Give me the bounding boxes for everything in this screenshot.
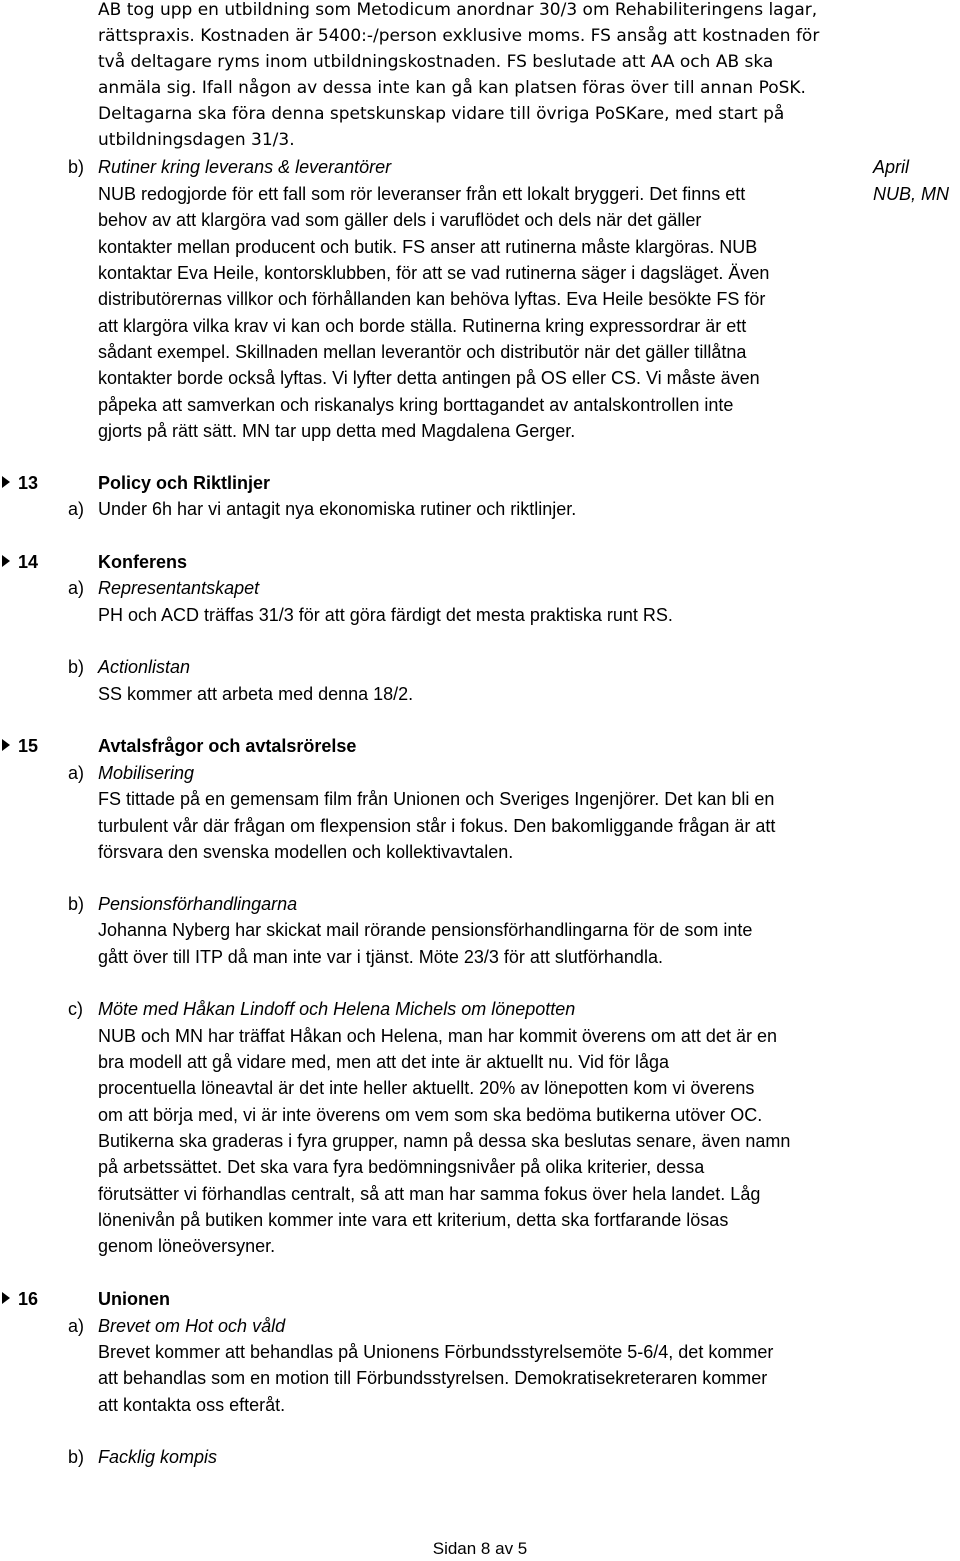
text-line: SS kommer att arbeta med denna 18/2. bbox=[98, 684, 414, 704]
text-line: bra modell att gå vidare med, men att det inte är aktuellt nu. Vid för låga bbox=[98, 1052, 669, 1072]
item-heading: Facklig kompis bbox=[98, 1447, 218, 1467]
section-number: 16 bbox=[2, 1287, 38, 1311]
text-line: PH och ACD träffas 31/3 för att göra färdigt det mesta praktiska runt RS. bbox=[98, 605, 673, 625]
text-line: att klargöra vilka krav vi kan och borde ställa. Rutinerna kring expressordrar är ett bbox=[98, 316, 747, 336]
item-letter: a) bbox=[68, 1316, 85, 1336]
page-number: Sidan 8 av 5 bbox=[432, 1539, 528, 1558]
section-title: Konferens bbox=[98, 552, 188, 572]
item-letter: b) bbox=[68, 1447, 85, 1467]
text-line: genom löneöversyner. bbox=[98, 1236, 276, 1256]
text-line: försvara den svenska modellen och kollektivavtalen. bbox=[98, 842, 514, 862]
text-line: Under 6h har vi antagit nya ekonomiska rutiner och riktlinjer. bbox=[98, 499, 577, 519]
text-line: att behandlas som en motion till Förbundsstyrelsen. Demokratisekreteraren kommer bbox=[98, 1368, 768, 1388]
text-line: behov av att klargöra vad som gäller dels i varuflödet och dels när det gäller bbox=[98, 210, 702, 230]
item-heading: Representantskapet bbox=[98, 578, 260, 598]
text-line: på arbetssättet. Det ska vara fyra bedömningsnivåer på olika kriterier, dessa bbox=[98, 1157, 705, 1177]
section-number: 13 bbox=[2, 471, 38, 495]
text-line: Johanna Nyberg har skickat mail rörande pensionsförhandlingarna för de som inte bbox=[98, 920, 753, 940]
item-heading: Actionlistan bbox=[98, 657, 191, 677]
item-heading: Rutiner kring leverans & leverantörer bbox=[98, 157, 392, 177]
text-line: procentuella löneavtal är det inte heller aktuellt. 20% av lönepotten kom vi överens bbox=[98, 1078, 755, 1098]
section-title: Policy och Riktlinjer bbox=[98, 473, 271, 493]
text-line: att kontakta oss efteråt. bbox=[98, 1395, 286, 1415]
text-line: två deltagare ryms inom utbildningskostnaden. FS beslutade att AA och AB ska bbox=[98, 52, 774, 72]
text-line: turbulent vår där frågan om flexpension står i fokus. Den bakomliggande frågan är att bbox=[98, 816, 776, 836]
item-letter: a) bbox=[68, 499, 85, 519]
text-line: NUB redogjorde för ett fall som rör leveranser från ett lokalt bryggeri. Det finns ett bbox=[98, 184, 746, 204]
text-line: anmäla sig. Ifall någon av dessa inte kan gå kan platsen föras över till annan PoSK. bbox=[98, 78, 806, 98]
responsible-date: April bbox=[873, 157, 910, 177]
text-line: distributörernas villkor och förhållanden kan behöva lyftas. Eva Heile besökte FS för bbox=[98, 289, 766, 309]
text-line: kontakter mellan producent och butik. FS anser att rutinerna måste klargöras. NUB bbox=[98, 237, 758, 257]
section-title: Avtalsfrågor och avtalsrörelse bbox=[98, 736, 357, 756]
item-letter: a) bbox=[68, 578, 85, 598]
text-line: FS tittade på en gemensam film från Unionen och Sveriges Ingenjörer. Det kan bli en bbox=[98, 789, 775, 809]
section-number: 14 bbox=[2, 550, 38, 574]
item-letter: b) bbox=[68, 157, 85, 177]
section-number: 15 bbox=[2, 734, 38, 758]
text-line: Deltagarna ska föra denna spetskunskap vidare till övriga PoSKare, med start på bbox=[98, 104, 785, 124]
item-letter: b) bbox=[68, 894, 85, 914]
item-letter: c) bbox=[68, 999, 83, 1019]
text-line: Brevet kommer att behandlas på Unionens Förbundsstyrelsemöte 5-6/4, det kommer bbox=[98, 1342, 774, 1362]
text-line: gått över till ITP då man inte var i tjänst. Möte 23/3 för att slutförhandla. bbox=[98, 947, 663, 967]
item-letter: a) bbox=[68, 763, 85, 783]
text-line: om att börja med, vi är inte överens om vem som ska bedöma butikerna utöver OC. bbox=[98, 1105, 763, 1125]
text-line: kontaktar Eva Heile, kontorsklubben, för att se vad rutinerna säger i dagsläget. Även bbox=[98, 263, 770, 283]
text-line: NUB och MN har träffat Håkan och Helena, man har kommit överens om att det är en bbox=[98, 1026, 777, 1046]
text-line: påpeka att samverkan och riskanalys kring borttagandet av antalskontrollen inte bbox=[98, 395, 734, 415]
section-title: Unionen bbox=[98, 1289, 170, 1309]
text-line: sådant exempel. Skillnaden mellan leverantör och distributör när det gäller tillåtna bbox=[98, 342, 747, 362]
responsible-persons: NUB, MN bbox=[873, 184, 949, 204]
item-letter: b) bbox=[68, 657, 85, 677]
text-line: förutsätter vi förhandlas centralt, så att man har samma fokus över hela landet. Låg bbox=[98, 1184, 761, 1204]
text-line: lönenivån på butiken kommer inte vara ett kriterium, detta ska fortfarande lösas bbox=[98, 1210, 729, 1230]
text-line: kontakter borde också lyftas. Vi lyfter detta antingen på OS eller CS. Vi måste även bbox=[98, 368, 760, 388]
item-heading: Möte med Håkan Lindoff och Helena Michels om lönepotten bbox=[98, 999, 576, 1019]
text-line: AB tog upp en utbildning som Metodicum anordnar 30/3 om Rehabiliteringens lagar, bbox=[98, 0, 818, 20]
item-heading: Mobilisering bbox=[98, 763, 195, 783]
item-heading: Pensionsförhandlingarna bbox=[98, 894, 298, 914]
text-line: Butikerna ska graderas i fyra grupper, namn på dessa ska beslutas senare, även namn bbox=[98, 1131, 791, 1151]
item-heading: Brevet om Hot och våld bbox=[98, 1316, 286, 1336]
text-line: rättspraxis. Kostnaden är 5400:-/person exklusive moms. FS ansåg att kostnaden för bbox=[98, 26, 820, 46]
text-line: gjorts på rätt sätt. MN tar upp detta med Magdalena Gerger. bbox=[98, 421, 576, 441]
text-line: utbildningsdagen 31/3. bbox=[98, 130, 295, 150]
